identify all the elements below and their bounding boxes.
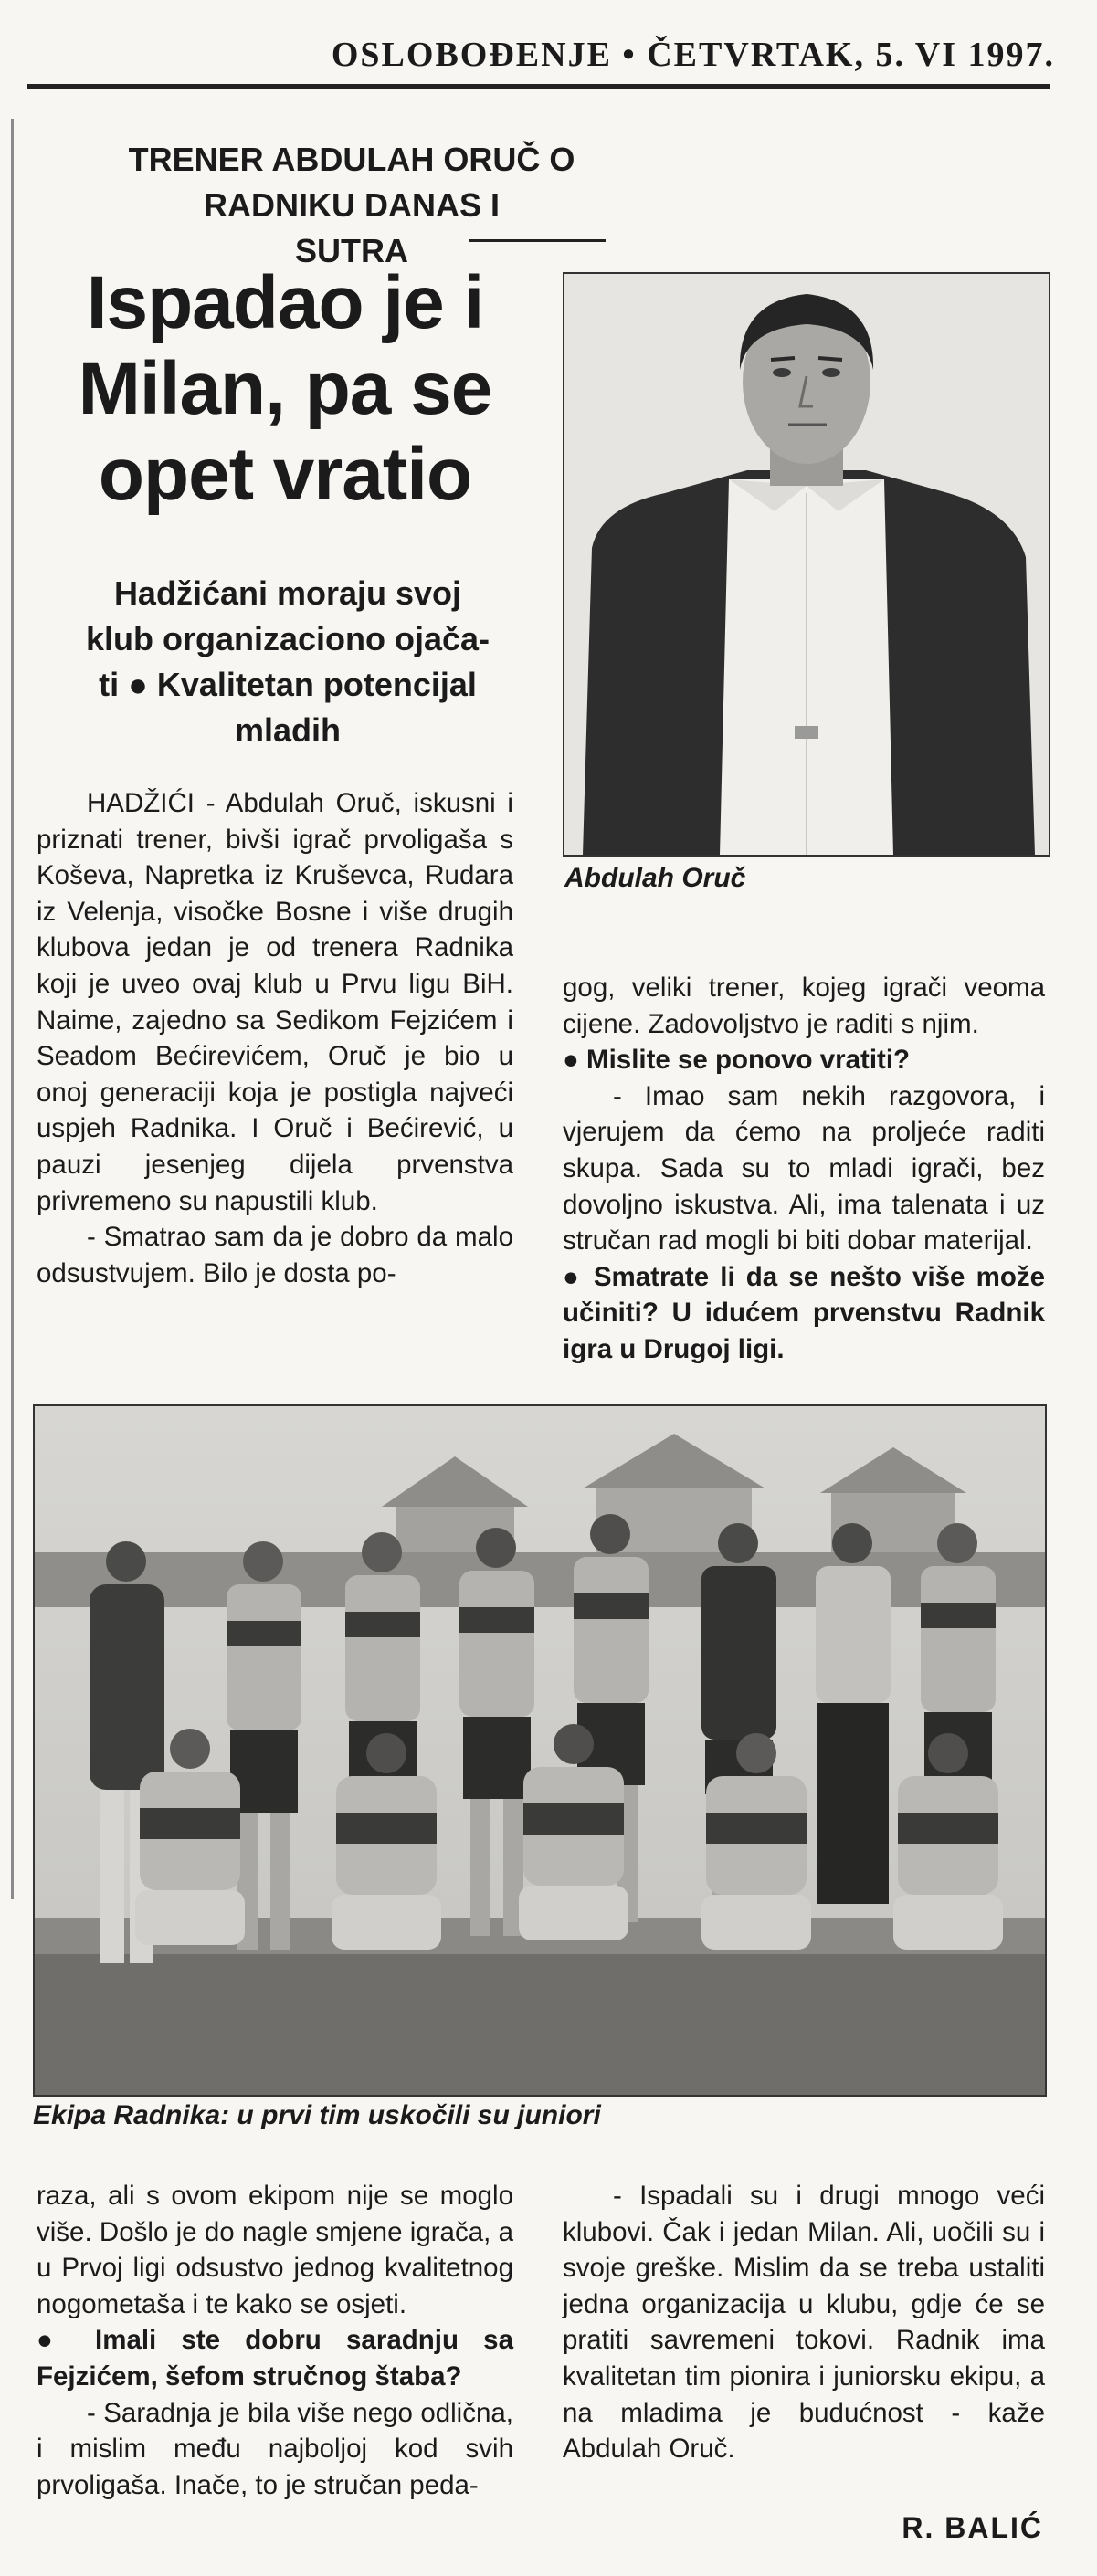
team-photo-caption: Ekipa Radnika: u prvi tim uskočili su juniori [33,2100,601,2130]
article-paragraph: - Imao sam nekih razgovora, i vjerujem da ćemo na proljeće raditi skupa. Sada su to mladi igrači, bez dovoljno iskustva. Ali, ima talenata i uz stručan rad mogli bi biti dobar materijal. [563,1080,1045,1256]
kicker-line-1: TRENER ABDULAH ORUČ O RADNIKU DANAS I [128,141,575,224]
deck-line-2: klub organizaciono ojača- [85,620,490,657]
team-photo [33,1404,1047,2097]
headline-line-1: Ispadao je i [86,261,484,344]
kicker-line-2: SUTRA [295,232,408,269]
kicker [55,137,649,274]
masthead: OSLOBOĐENJE • ČETVRTAK, 5. VI 1997. [331,36,1055,74]
portrait-photo [563,272,1050,857]
left-border-line [11,119,14,1899]
headline-line-3: opet vratio [98,433,472,516]
deck-line-4: mladih [234,711,341,749]
portrait-caption: Abdulah Oruč [564,863,746,893]
deck-line-3: ti ● Kvalitetan potencijal [99,666,477,703]
portrait-illustration [564,274,1049,855]
headline [38,260,532,518]
interview-question: ● Smatrate li da se nešto više može učiniti? U idućem prvenstvu Radnik igra u Drugoj ligi. [563,1261,1045,1364]
article-paragraph: raza, ali s ovom ekipom nije se moglo više. Došlo je do nagle smjene igrača, a u Prvoj ligi odsustvo jednog kvalitetnog nogometaša i te kako se osjeti. [37,2181,513,2319]
article-column-4 [563,2178,1045,2467]
article-paragraph: - Smatrao sam da je dobro da malo odsustvujem. Bilo je dosta po- [37,1222,513,1288]
byline: R. BALIĆ [902,2511,1043,2544]
deck [50,571,525,753]
deck-line-1: Hadžićani moraju svoj [113,574,462,612]
article-paragraph: gog, veliki trener, kojeg igrači veoma cijene. Zadovoljstvo je raditi s njim. [563,973,1045,1039]
article-paragraph: - Ispadali su i drugi mnogo veći klubovi. Čak i jedan Milan. Ali, uočili su i svoje greške. Mislim da se treba ustaliti jedna organizacija u klubu, gdje će se pratiti savremeni tokovi. Radnik ima kvalitetan tim pionira i juniorsku ekipu, a na mladima je budućnost - kaže Abdulah Oruč. [563,2181,1045,2465]
interview-question: ● Mislite se ponovo vratiti? [563,1045,911,1076]
article-column-3 [37,2178,513,2503]
article-column-2 [563,970,1045,1368]
kicker-rule [469,239,606,242]
interview-question: ● Imali ste dobru saradnju sa Fejzićem, šefom stručnog štaba? [37,2325,513,2392]
masthead-rule [27,84,1050,89]
article-column-1 [37,785,513,1291]
article-paragraph: - Saradnja je bila više nego odlična, i mislim među najboljoj kod svih prvoligaša. Inače, to je stručan peda- [37,2397,513,2500]
team-photo-illustration [35,1406,1045,2095]
article-paragraph: HADŽIĆI - Abdulah Oruč, iskusni i priznati trener, bivši igrač prvoligaša s Koševa, Napretka iz Kruševca, Rudara iz Velenja, visočke Bosne i više drugih klubova jedan je od trenera Radnika koji je uveo ovaj klub u Prvu ligu BiH. Naime, zajedno sa Sedikom Fejzićem i Seadom Bećirevićem, Oruč je bio u onoj generaciji koja je postigla najveći uspjeh Radnika. I Oruč i Bećirević, u pauzi jesenjeg dijela prvenstva privremeno su napustili klub. [37,788,513,1216]
headline-line-2: Milan, pa se [78,347,492,430]
